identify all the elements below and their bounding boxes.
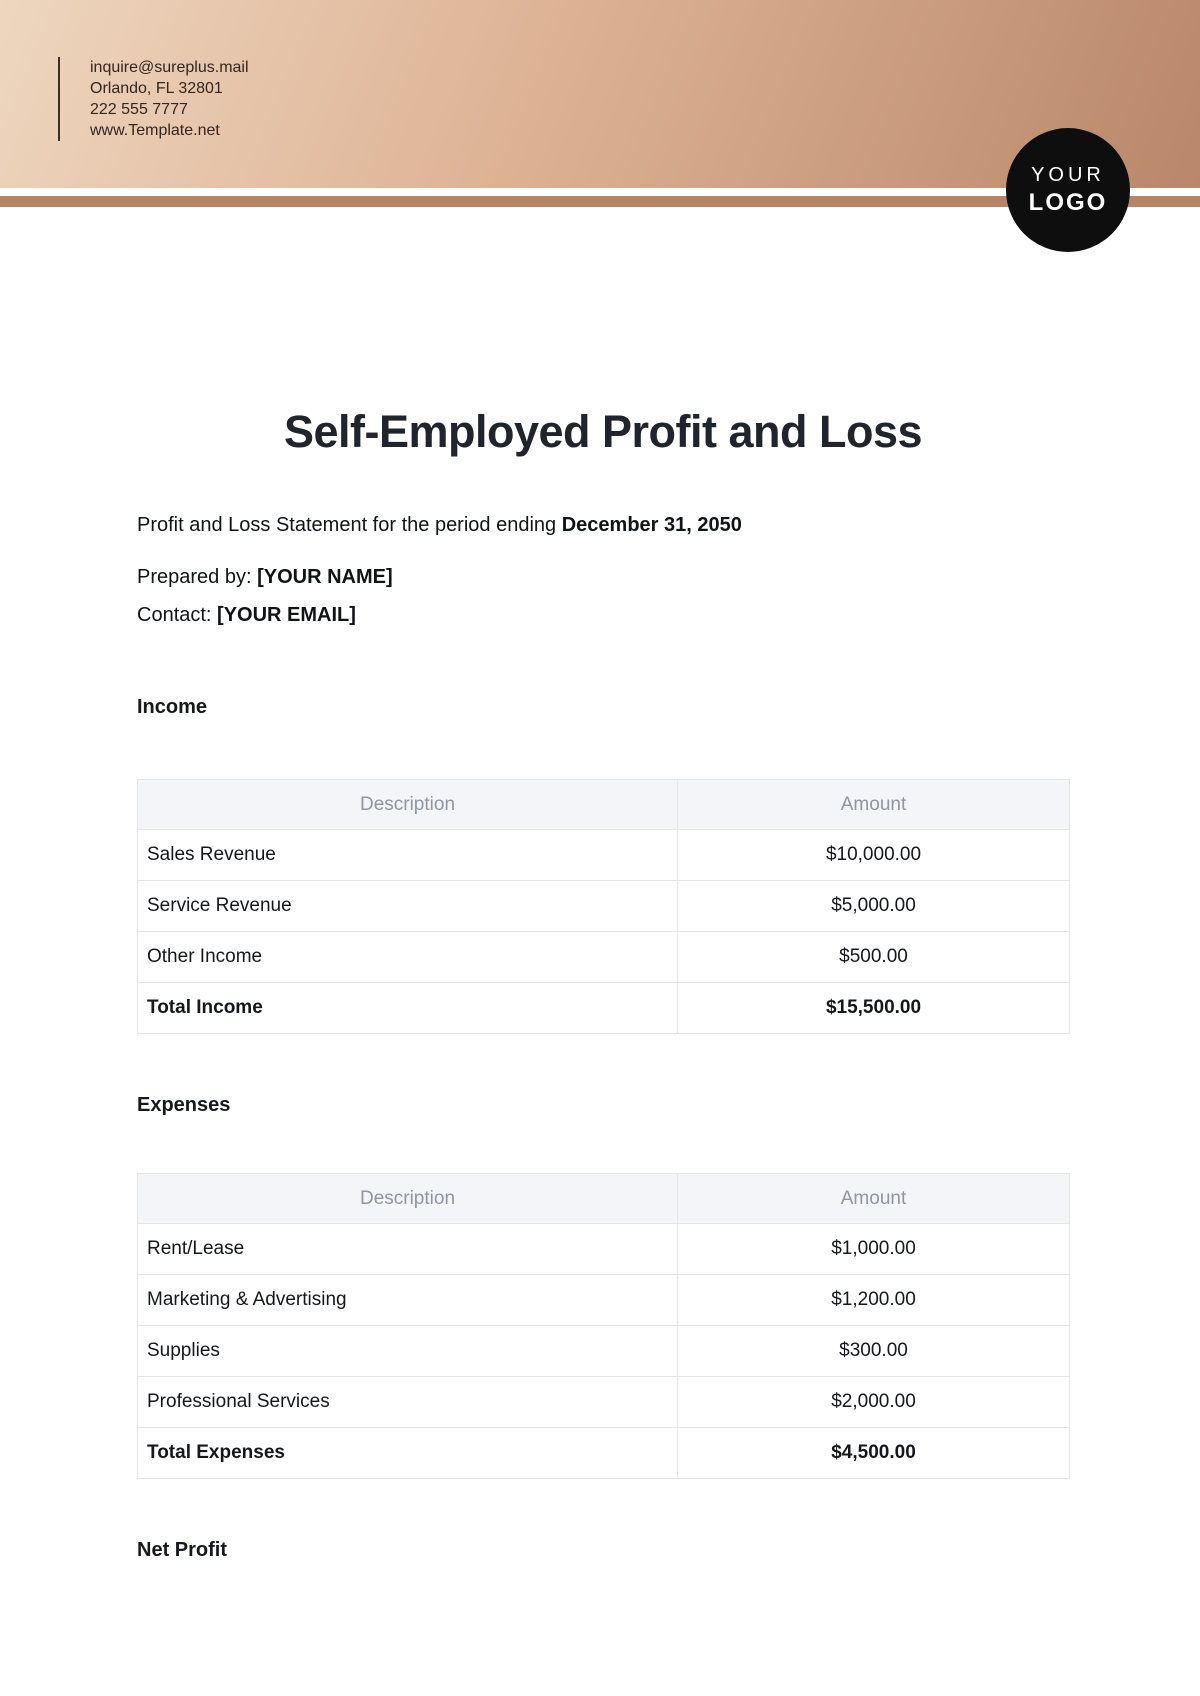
contact-line [137,603,1069,627]
expenses-heading: Expenses [137,1094,231,1116]
logo-badge [1006,128,1130,252]
expenses-col-description: Description [138,1174,678,1224]
prepared-by-label: Prepared by: [137,566,258,588]
table-row [138,830,1070,881]
table-row [138,1224,1070,1275]
document-content [137,405,1069,1562]
logo-text-your: YOUR [1031,163,1105,186]
description-cell: Rent/Lease [138,1224,678,1275]
expenses-header-row [138,1174,1070,1224]
income-total-row [138,983,1070,1034]
description-cell: Sales Revenue [138,830,678,881]
contact-phone: 222 555 7777 [90,101,188,118]
page-title: Self-Employed Profit and Loss [283,406,923,457]
table-row [138,1326,1070,1377]
amount-cell: $1,200.00 [678,1275,1070,1326]
income-table [137,779,1070,1034]
amount-cell: $5,000.00 [678,881,1070,932]
description-cell: Professional Services [138,1377,678,1428]
income-heading: Income [137,696,208,718]
income-col-description: Description [138,780,678,830]
table-row [138,881,1070,932]
amount-cell: $2,000.00 [678,1377,1070,1428]
net-profit-heading: Net Profit [137,1539,227,1561]
logo-text-logo: LOGO [1028,188,1108,216]
prepared-by-line [137,565,1069,589]
expenses-table [137,1173,1070,1479]
expenses-col-amount: Amount [678,1174,1070,1224]
intro-paragraph [137,513,1069,537]
amount-cell: $1,000.00 [678,1224,1070,1275]
prepared-by-value: [YOUR NAME] [257,566,393,588]
total-amount-cell: $15,500.00 [678,983,1070,1034]
contact-block [58,57,249,141]
total-amount-cell: $4,500.00 [678,1428,1070,1479]
amount-cell: $500.00 [678,932,1070,983]
expenses-total-row [138,1428,1070,1479]
amount-cell: $10,000.00 [678,830,1070,881]
contact-address: Orlando, FL 32801 [90,80,223,97]
table-row [138,1275,1070,1326]
table-row [138,1377,1070,1428]
contact-value: [YOUR EMAIL] [217,604,356,626]
period-end-date: December 31, 2050 [561,514,742,536]
description-cell: Service Revenue [138,881,678,932]
total-label-cell: Total Income [138,983,678,1034]
contact-email: inquire@sureplus.mail [90,59,249,76]
table-row [138,932,1070,983]
income-col-amount: Amount [678,780,1070,830]
income-header-row [138,780,1070,830]
contact-website: www.Template.net [90,122,220,139]
description-cell: Other Income [138,932,678,983]
amount-cell: $300.00 [678,1326,1070,1377]
contact-label: Contact: [137,604,218,626]
description-cell: Marketing & Advertising [138,1275,678,1326]
description-cell: Supplies [138,1326,678,1377]
total-label-cell: Total Expenses [138,1428,678,1479]
intro-text: Profit and Loss Statement for the period ending [137,514,562,536]
